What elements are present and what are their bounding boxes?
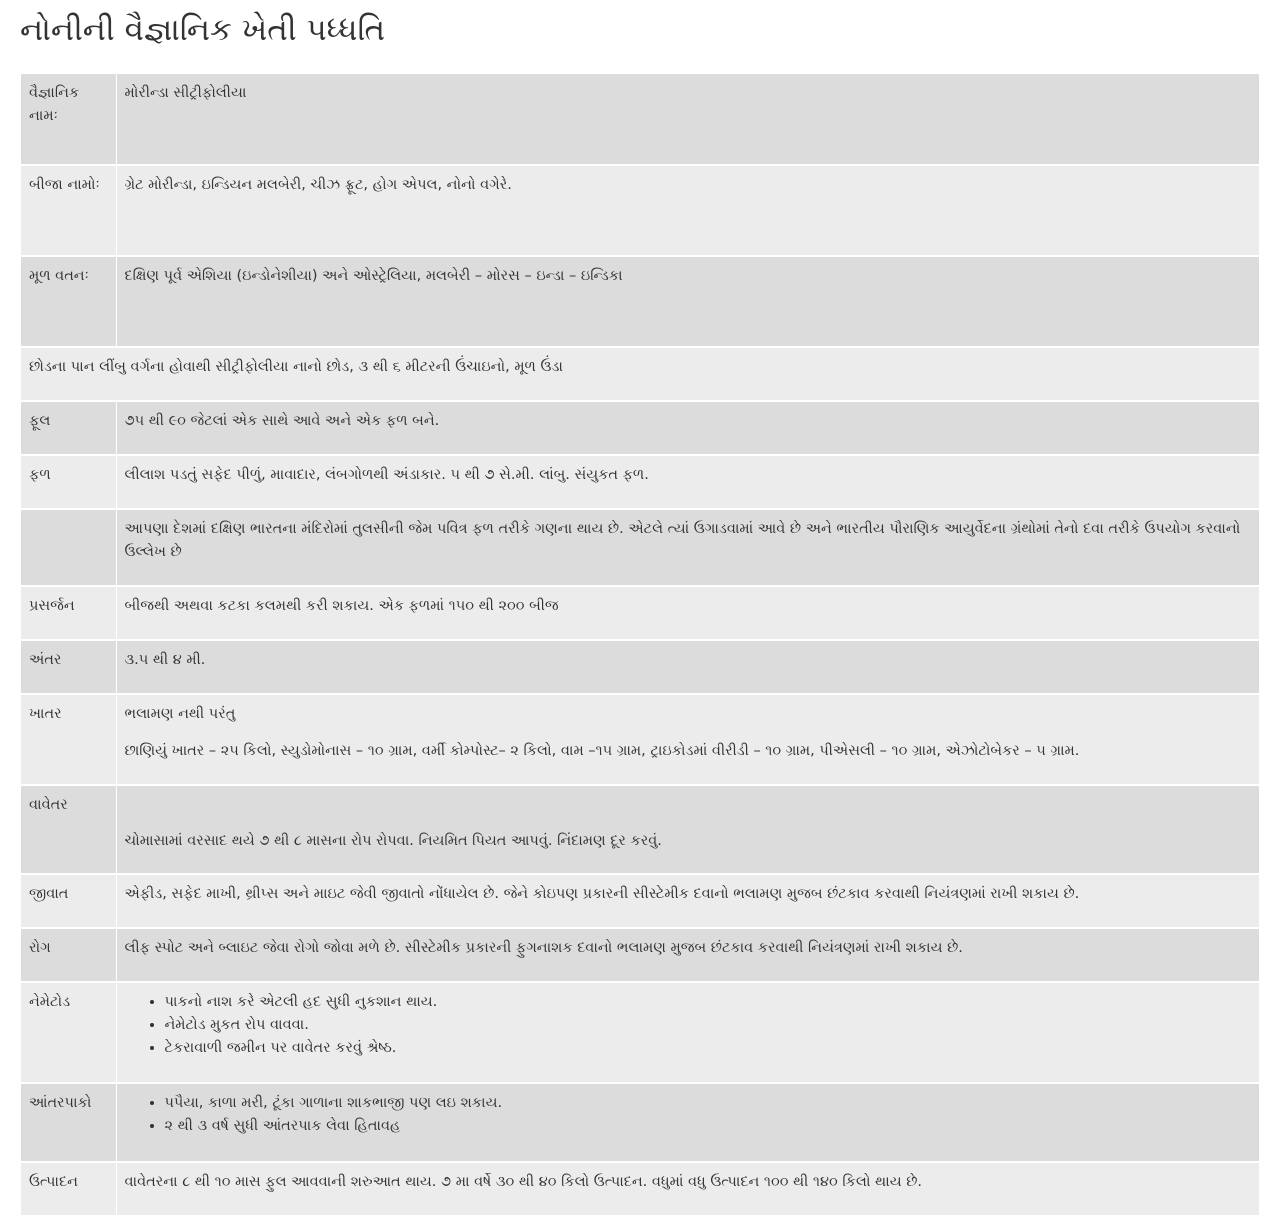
row-value: ગ્રેટ મોરીન્ડા, ઇન્ડિયન મલબેરી, ચીઝ ફ્રૂટ, હોગ એપલ, નોનો વગેરે. [116,165,1259,256]
table-row-pests [21,874,1259,928]
table-row-flower [21,401,1259,455]
row-label: ઉત્પાદન [21,1162,116,1216]
table-row-nematode [21,982,1259,1083]
row-value: આપણા દેશમાં દક્ષિણ ભારતના મંદિરોમાં તુલસીની જેમ પવિત્ર ફળ તરીકે ગણના થાય છે. એટલે ત્યાં ઉગાડવામાં આવે છે અને ભારતીય પૌરાણિક આયુર્વેદના ગ્રંથોમાં તેનો દવા તરીકે ઉપયોગ કરવાનો ઉલ્લેખ છે [116,509,1259,586]
row-value: ૩.૫ થી ૪ મી. [116,640,1259,694]
list-item: • ટેકરાવાળી જમીન પર વાવેતર કરવું શ્રેષ્ઠ. [165,1037,1252,1060]
row-label: ખાતર [21,694,116,785]
page-title: નોનીની વૈજ્ઞાનિક ખેતી પધ્ધતિ [20,12,386,48]
crop-info-table [21,74,1259,1217]
row-value: લીલાશ પડતું સફેદ પીળું, માવાદાર, લંબગોળથી અંડાકાર. ૫ થી ૭ સે.મી. લાંબુ. સંયુકત ફળ. [116,455,1259,509]
row-label: રોગ [21,928,116,982]
table-row-manure [21,694,1259,785]
row-value: એફીડ, સફેદ માખી, થ્રીપ્સ અને માઇટ જેવી જીવાતો નોંધાયેલ છે. જેને કોઇપણ પ્રકારની સીસ્ટેમીક દવાનો ભલામણ મુજબ છંટકાવ કરવાથી નિયંત્રણમાં રાખી શકાય છે. [116,874,1259,928]
list-item: • ૨ થી ૩ વર્ષ સુધી આંતરપાક લેવા હિતાવહ [165,1115,1252,1138]
row-value: મોરીન્ડા સીટ્રીફોલીયા [116,74,1259,165]
row-value [116,785,1259,874]
row-label: નેમેટોડ [21,982,116,1083]
row-value: લીફ સ્પોટ અને બ્લાઇટ જેવા રોગો જોવા મળે છે. સીસ્ટેમીક પ્રકારની ફુગનાશક દવાનો ભલામણ મુજબ છંટકાવ કરવાથી નિયંત્રણમાં રાખી શકાય છે. [116,928,1259,982]
list-item: • પાકનો નાશ કરે એટલી હદ સુધી નુકશાન થાય. [165,991,1252,1014]
row-value: ૭૫ થી ૯૦ જેટલાં એક સાથે આવે અને એક ફળ બને. [116,401,1259,455]
row-label: ફૂલ [21,401,116,455]
manure-note: ભલામણ નથી પરંતુ [124,706,236,722]
table-row-planting [21,785,1259,874]
table-row-intercrop [21,1083,1259,1162]
row-value: દક્ષિણ પૂર્વ એશિયા (ઇન્ડોનેશીયા) અને ઓસ્ટ્રેલિયા, મલબેરી – મોરસ – ઇન્ડા – ઇન્ડિકા [116,256,1259,347]
row-label: વાવેતર [21,785,116,874]
row-label: ફળ [21,455,116,509]
table-row-other-names [21,165,1259,256]
table-row-significance [21,509,1259,586]
row-label: અંતર [21,640,116,694]
row-label: બીજા નામોઃ [21,165,116,256]
row-value [116,694,1259,785]
manure-doses: છાણિયું ખાતર – ૨૫ કિલો, સ્યુડોમોનાસ – ૧૦ ગ્રામ, વર્મી કોમ્પોસ્ટ– ૨ કિલો, વામ –૧૫ ગ્રામ, ટ્રાઇકોડમાં વીરીડી – ૧૦ ગ્રામ, પીએસલી – ૧૦ ગ્રામ, એઝોટોબેકર – ૫ ગ્રામ. [124,743,1080,759]
row-value: બીજથી અથવા કટકા કલમથી કરી શકાય. એક ફળમાં ૧૫૦ થી ૨૦૦ બીજ [116,586,1259,640]
row-value [116,982,1259,1083]
table-row-origin [21,256,1259,347]
nematode-list [125,991,1252,1060]
row-label [21,509,116,586]
row-value: વાવેતરના ૮ થી ૧૦ માસ ફુલ આવવાની શરુઆત થાય. ૭ મા વર્ષે ૩૦ થી ૪૦ કિલો ઉત્પાદન. વધુમાં વધુ ઉત્પાદન ૧૦૦ થી ૧૪૦ કિલો થાય છે. [116,1162,1259,1216]
intercrop-list [125,1092,1252,1138]
planting-text: ચોમાસામાં વરસાદ થયે ૭ થી ૮ માસના રોપ રોપવા. નિયમિત પિયત આપવું. નિંદામણ દૂર કરવું. [124,833,662,849]
table-row-yield [21,1162,1259,1216]
table-row-spacing [21,640,1259,694]
row-label: જીવાત [21,874,116,928]
row-label: આંતરપાકો [21,1083,116,1162]
table-row-scientific-name [21,74,1259,165]
row-label: મૂળ વતનઃ [21,256,116,347]
row-value [116,1083,1259,1162]
list-item: • પપૈયા, કાળા મરી, ટૂંકા ગાળાના શાકભાજી પણ લઇ શકાય. [165,1092,1252,1115]
list-item: • નેમેટોડ મુકત રોપ વાવવા. [165,1014,1252,1037]
row-label: વૈજ્ઞાનિક નામઃ [21,74,116,165]
table-row-fruit [21,455,1259,509]
row-label: પ્રસર્જન [21,586,116,640]
table-row-plant-note [21,347,1259,401]
table-row-disease [21,928,1259,982]
row-value: છોડના પાન લીંબુ વર્ગના હોવાથી સીટ્રીફોલીયા નાનો છોડ, ૩ થી ૬ મીટરની ઉંચાઇનો, મૂળ ઉંડા [21,347,1259,401]
table-row-propagation [21,586,1259,640]
